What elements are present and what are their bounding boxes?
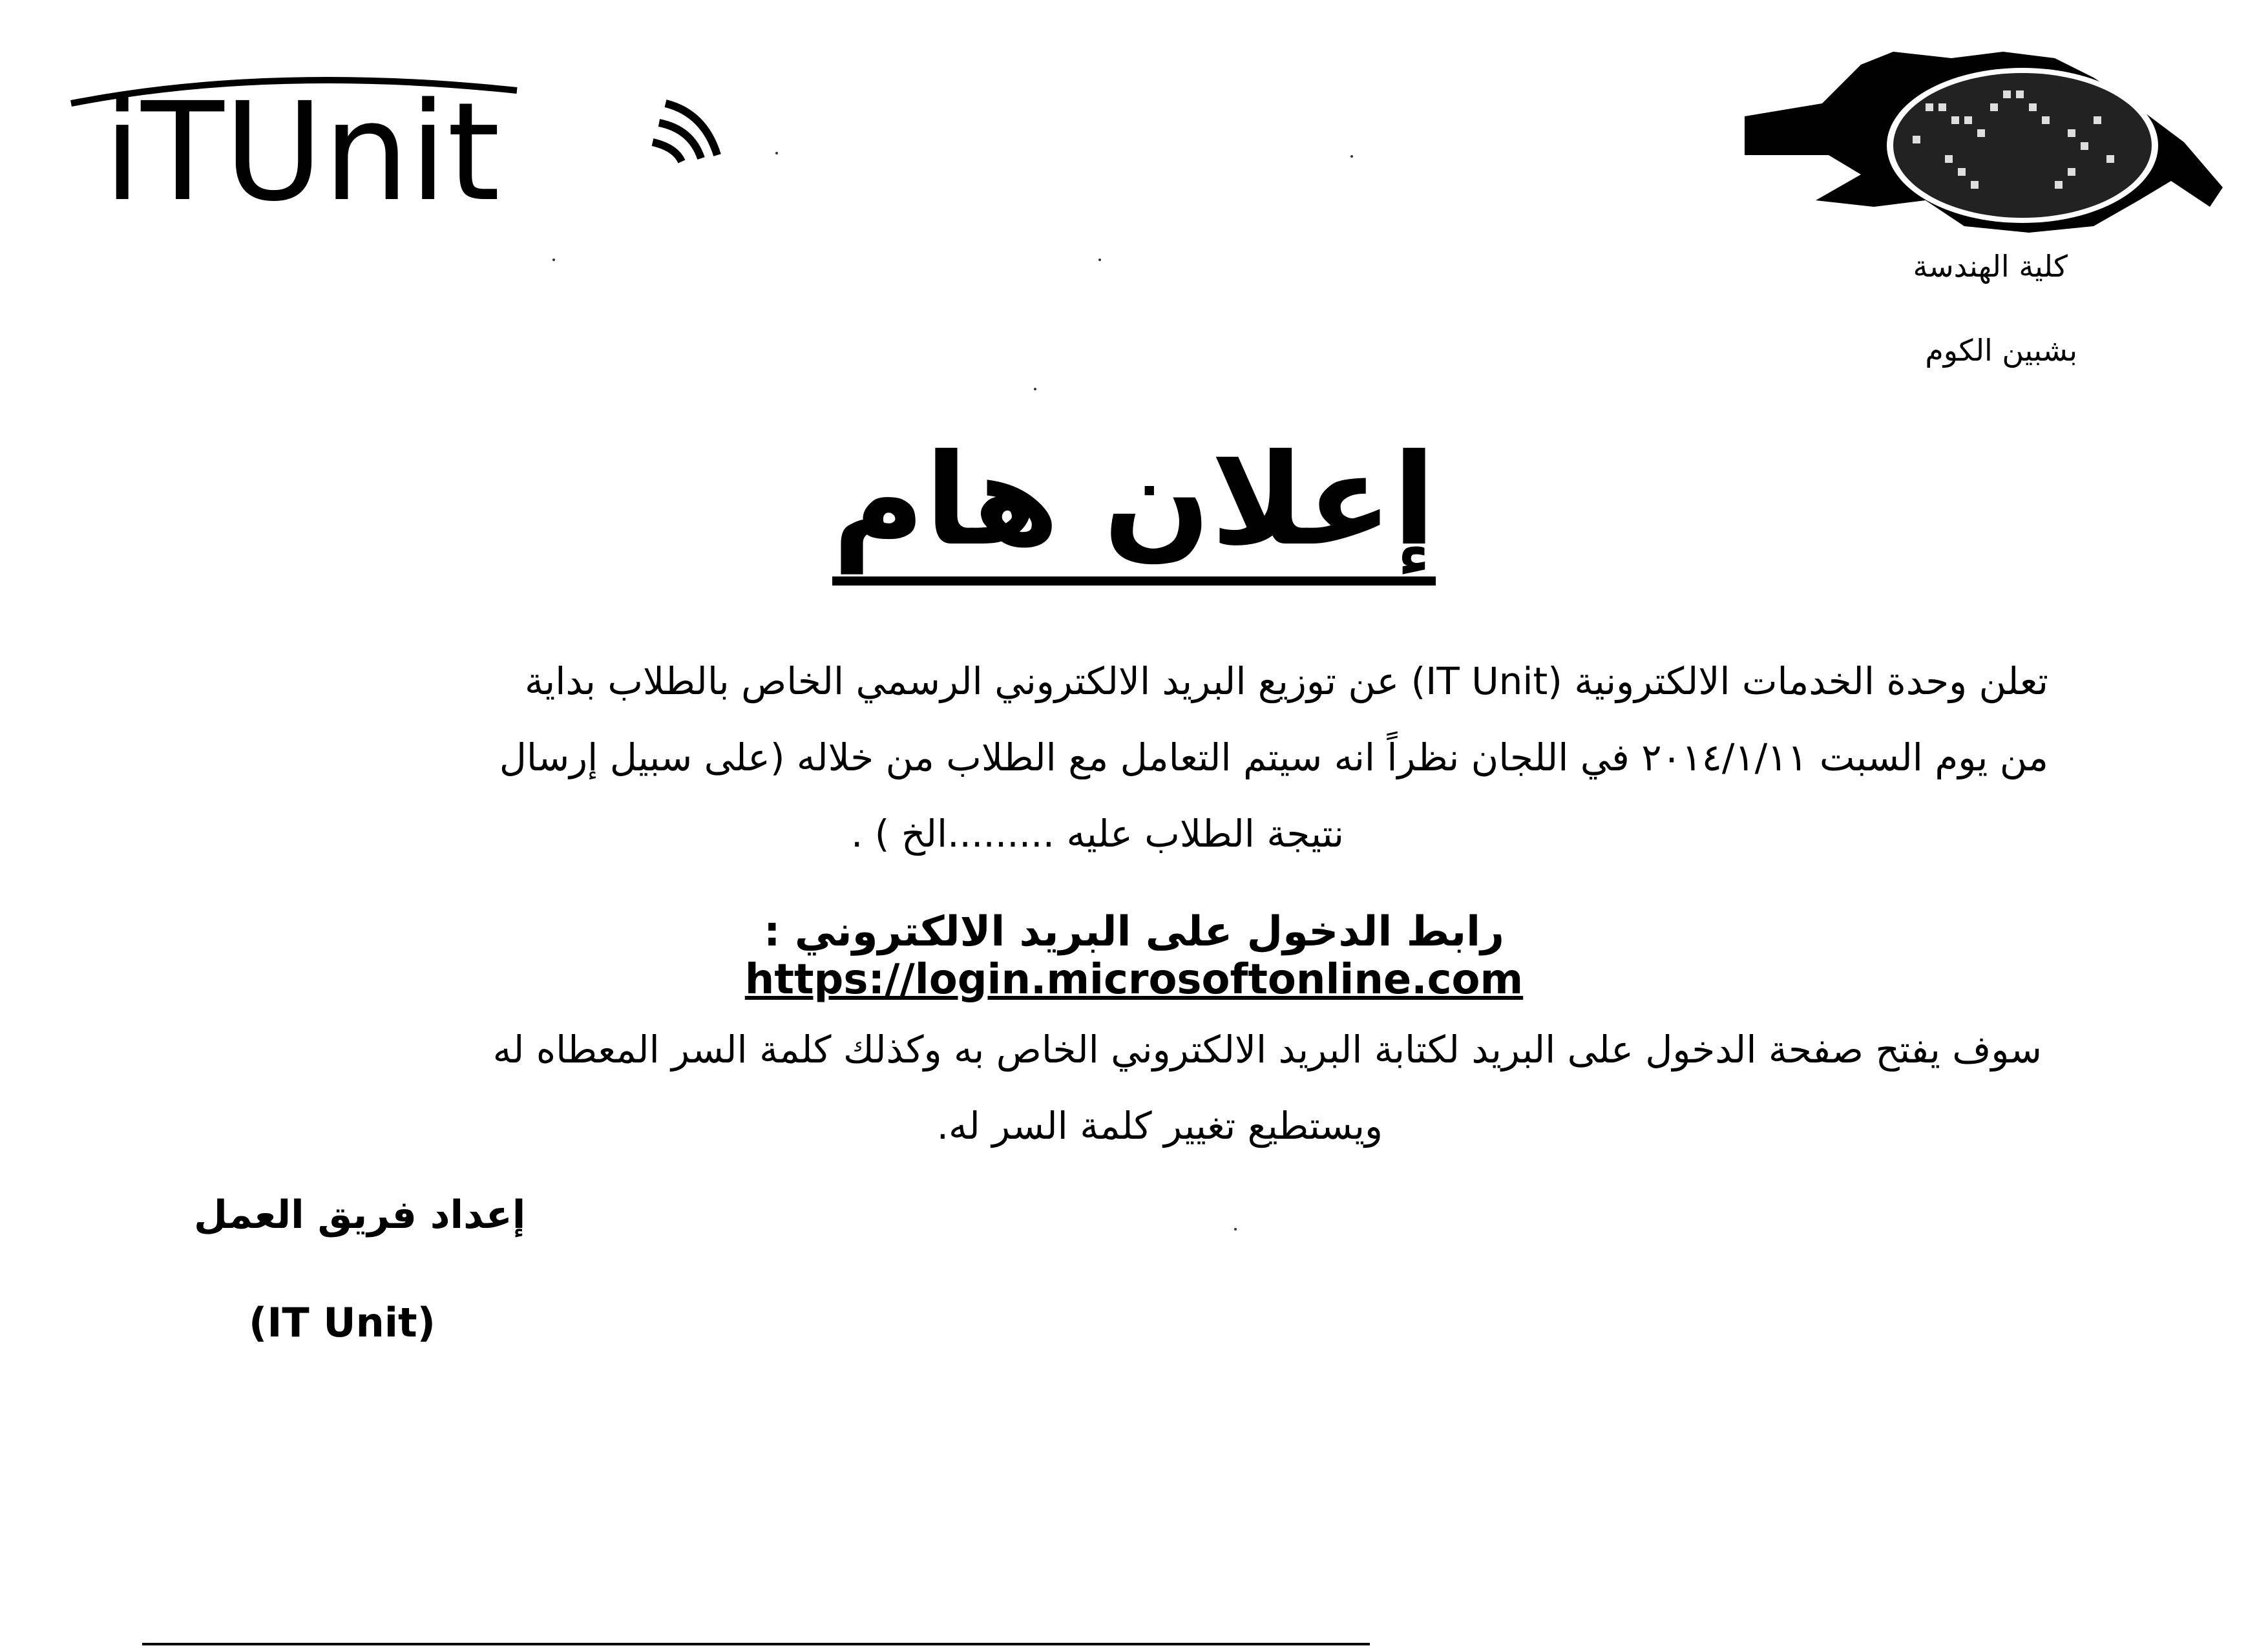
city-name: بشبين الكوم <box>1925 333 2077 368</box>
scan-speck <box>1098 259 1101 261</box>
login-link-line <box>388 908 1880 1004</box>
page-title <box>0 427 2268 586</box>
login-link[interactable]: https://login.microsoftonline.com <box>744 956 1524 1004</box>
paragraph-line: نتيجة الطلاب عليه .........الخ ) . <box>850 812 1344 856</box>
login-link-label: رابط الدخول على البريد الالكتروني : <box>764 908 1504 956</box>
scan-speck <box>1350 155 1353 158</box>
faculty-emblem-icon <box>1732 39 2236 246</box>
paragraph-line: من يوم السبت ٢٠١٤/١/١١ في اللجان نظراً انه سيتم التعامل مع الطلاب من خلاله (على سبيل إرسال <box>499 735 2048 779</box>
itunit-logo <box>65 52 762 220</box>
scan-speck <box>1034 388 1036 390</box>
paragraph-line: ويستطيع تغيير كلمة السر له. <box>936 1104 1383 1148</box>
scan-edge-line <box>142 1643 1370 1645</box>
title-text: إعلان هام <box>832 431 1436 586</box>
paragraph-line: تعلن وحدة الخدمات الالكترونية (IT Unit) عن توزيع البريد الالكتروني الرسمي الخاص بالطلاب بداية <box>524 659 2048 703</box>
scan-speck <box>775 152 778 154</box>
scan-speck <box>552 259 555 261</box>
logo-text: iTUnit <box>103 73 501 220</box>
instructions-paragraph <box>226 1011 2042 1164</box>
unit-signature: (IT Unit) <box>249 1299 436 1346</box>
announcement-paragraph <box>213 643 2048 872</box>
paragraph-line: سوف يفتح صفحة الدخول على البريد لكتابة البريد الالكتروني الخاص به وكذلك كلمة السر المعطاه له <box>492 1028 2042 1072</box>
scan-speck <box>1234 1228 1237 1231</box>
faculty-name: كلية الهندسة <box>1913 249 2068 284</box>
prepared-by: إعداد فريق العمل <box>194 1192 526 1238</box>
